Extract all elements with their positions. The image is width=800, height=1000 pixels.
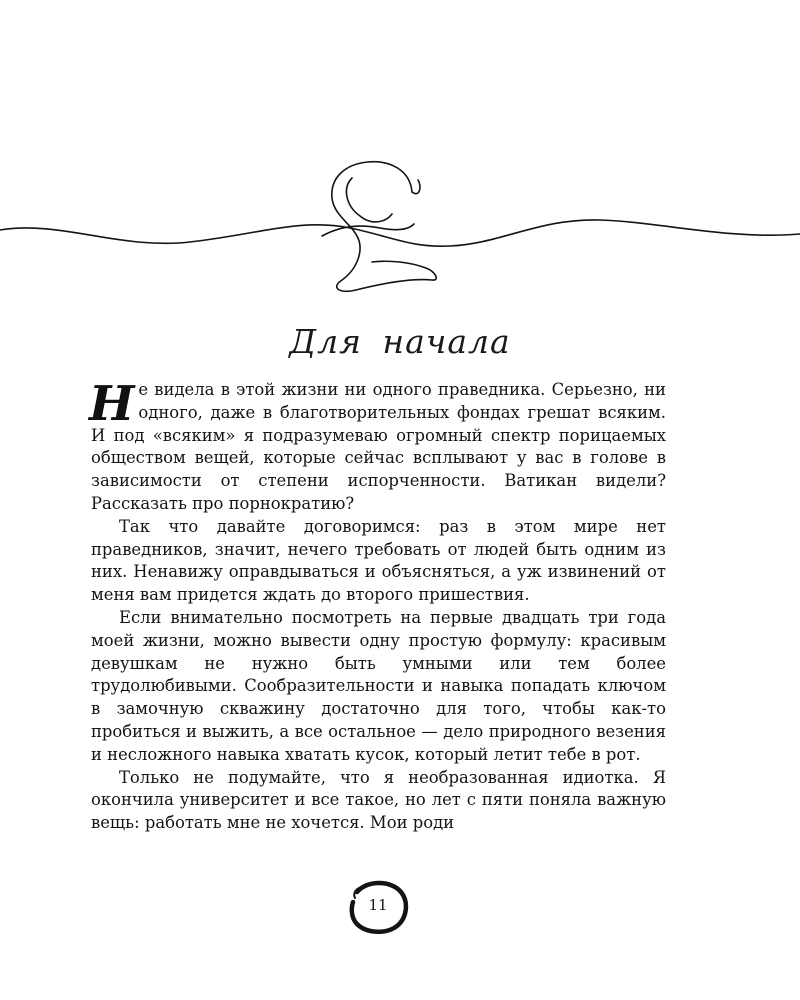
chapter-title: Для начала (289, 322, 511, 361)
paragraph: Так что давайте договоримся: раз в этом мире нет праведников, значит, нечего требовать от людей быть одним из них. Ненавижу оправдываться и объясняться, а уж извинений от меня вам придется ждать до второго пришествия. (91, 516, 666, 605)
wavy-line (0, 220, 800, 246)
swirl-inner (346, 178, 392, 222)
page-number-badge (345, 876, 411, 938)
swirl-loop (412, 180, 420, 194)
paragraph (89, 376, 666, 516)
paragraph: Только не подумайте, что я необразованная идиотка. Я окончила университет и все такое, но лет с пяти поняла важную вещь: работать мне не хочется. Мои роди (91, 767, 666, 833)
page-number: 11 (368, 896, 388, 914)
body-text (89, 376, 666, 835)
paragraph: Если внимательно посмотреть на первые двадцать три года моей жизни, можно вывести одну простую формулу: красивым девушкам не нужно быть умными или тем более трудолюбивыми. Сообразительности и навыка попадать ключом в замочную скважину достаточно для того, чтобы как-то пробиться и выжить, а все остальное — дело природного везения и несложного навыка хватать кусок, который летит тебе в рот. (91, 607, 666, 764)
paragraph-text: е видела в этой жизни ни одного праведника. Серьезно, ни одного, даже в благотворительных фондах грешат всяким. И под «всяким» я подразумеваю огромный спектр порицаемых обществом вещей, которые сейчас всплывают у вас в голове в зависимости от степени испорченности. Ватикан видели? Рассказать про порнократию? (91, 380, 666, 513)
drop-cap: Н (89, 376, 135, 432)
pound-sign-swirl-icon (0, 150, 800, 310)
